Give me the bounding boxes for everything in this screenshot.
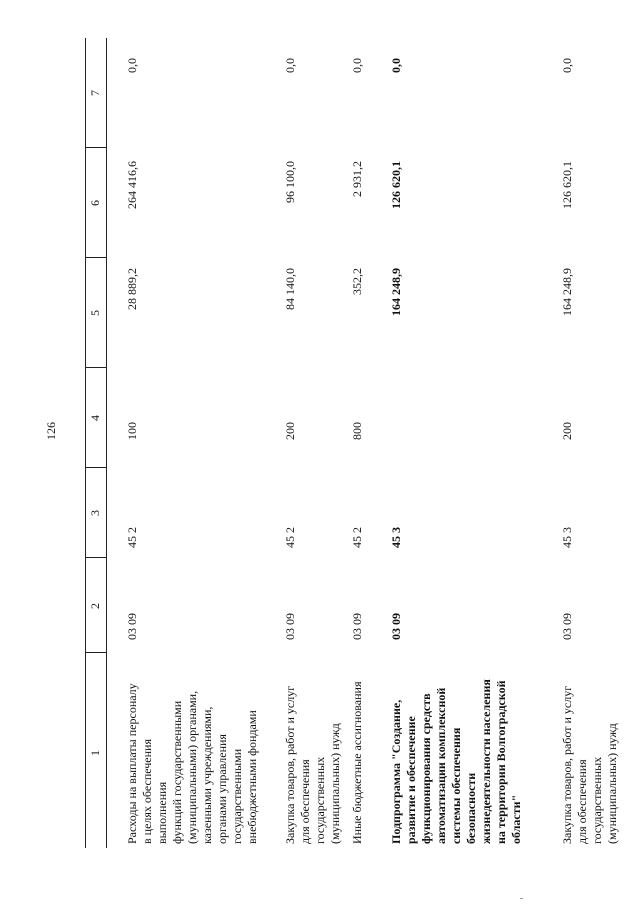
- name-line: Иные бюджетные ассигнования: [350, 681, 364, 844]
- amount-col5: 352,2: [350, 268, 364, 295]
- column-divider: [85, 367, 106, 368]
- header-bottom-rule: [106, 38, 107, 848]
- column-divider: [85, 257, 106, 258]
- name-line: Подпрограмма "Создание,: [389, 699, 403, 844]
- name-line: Закупка товаров, работ и услуг: [560, 685, 574, 844]
- name-line: Расходы на выплаты персоналу: [125, 683, 139, 844]
- name-line: области": [509, 794, 523, 844]
- name-line: для обеспечения государственных: [298, 756, 327, 844]
- name-line: автоматизации комплексной: [434, 687, 448, 844]
- table-row-name: [560, 674, 620, 844]
- amount-col7: 0,0: [125, 58, 139, 73]
- amount-col6: 264 416,6: [125, 161, 139, 209]
- amount-col6: 126 620,1: [560, 161, 574, 209]
- table-row-name: [125, 674, 260, 844]
- amount-col6: 126 620,1: [389, 161, 403, 209]
- name-line: на территории Волгоградской: [494, 680, 508, 844]
- name-line: государственными: [230, 748, 244, 844]
- amount-col5: 164 248,9: [389, 268, 403, 316]
- amount-col5: 28 889,2: [125, 268, 139, 310]
- name-line: жизнедеятельности населения: [479, 679, 493, 844]
- expense-type: 200: [283, 422, 297, 440]
- column-divider: [85, 147, 106, 148]
- scan-artifact: [520, 898, 523, 899]
- expense-type: 200: [560, 422, 574, 440]
- section-code: 03 09: [125, 613, 139, 640]
- program-code: 45 3: [560, 527, 574, 548]
- name-line: (муниципальных) нужд: [605, 723, 619, 844]
- amount-col6: 96 100,0: [283, 161, 297, 203]
- budget-table: [85, 38, 619, 848]
- name-line: (муниципальными) органами,: [185, 690, 199, 844]
- program-code: 45 2: [283, 527, 297, 548]
- program-code: 45 3: [389, 527, 403, 548]
- section-code: 03 09: [389, 613, 403, 640]
- name-line: системы обеспечения: [449, 727, 463, 844]
- name-line: внебюджетными фондами: [245, 710, 259, 844]
- amount-col5: 164 248,9: [560, 268, 574, 316]
- program-code: 45 2: [350, 527, 364, 548]
- name-line: органами управления: [215, 734, 229, 844]
- amount-col5: 84 140,0: [283, 268, 297, 310]
- column-number: 4: [88, 415, 102, 421]
- name-line: развитие и обеспечение: [404, 716, 418, 844]
- section-code: 03 09: [283, 613, 297, 640]
- column-divider: [85, 652, 106, 653]
- table-row-name: [350, 674, 365, 844]
- amount-col7: 0,0: [350, 58, 364, 73]
- expense-type: 100: [125, 422, 139, 440]
- header-top-rule: [85, 38, 86, 848]
- name-line: для обеспечения государственных: [575, 756, 604, 844]
- table-row-name: [389, 674, 524, 844]
- column-number: 7: [88, 90, 102, 96]
- name-line: Закупка товаров, работ и услуг: [283, 685, 297, 844]
- name-line: в целях обеспечения выполнения: [140, 739, 169, 844]
- column-divider: [85, 467, 106, 468]
- name-line: (муниципальных) нужд: [328, 723, 342, 844]
- amount-col7: 0,0: [560, 58, 574, 73]
- amount-col7: 0,0: [389, 58, 403, 73]
- section-code: 03 09: [560, 613, 574, 640]
- column-number: 6: [88, 200, 102, 206]
- column-number: 5: [88, 310, 102, 316]
- column-number: 2: [88, 603, 102, 609]
- name-line: казенными учреждениями,: [200, 706, 214, 844]
- column-number: 1: [88, 750, 102, 756]
- amount-col7: 0,0: [283, 58, 297, 73]
- column-number: 3: [88, 510, 102, 516]
- name-line: безопасности: [464, 772, 478, 844]
- page-number: 126: [44, 422, 58, 440]
- amount-col6: 2 931,2: [350, 161, 364, 197]
- name-line: функционирования средств: [419, 693, 433, 844]
- section-code: 03 09: [350, 613, 364, 640]
- column-divider: [85, 557, 106, 558]
- name-line: функций государственными: [170, 700, 184, 844]
- program-code: 45 2: [125, 527, 139, 548]
- expense-type: 800: [350, 422, 364, 440]
- table-row-name: [283, 674, 343, 844]
